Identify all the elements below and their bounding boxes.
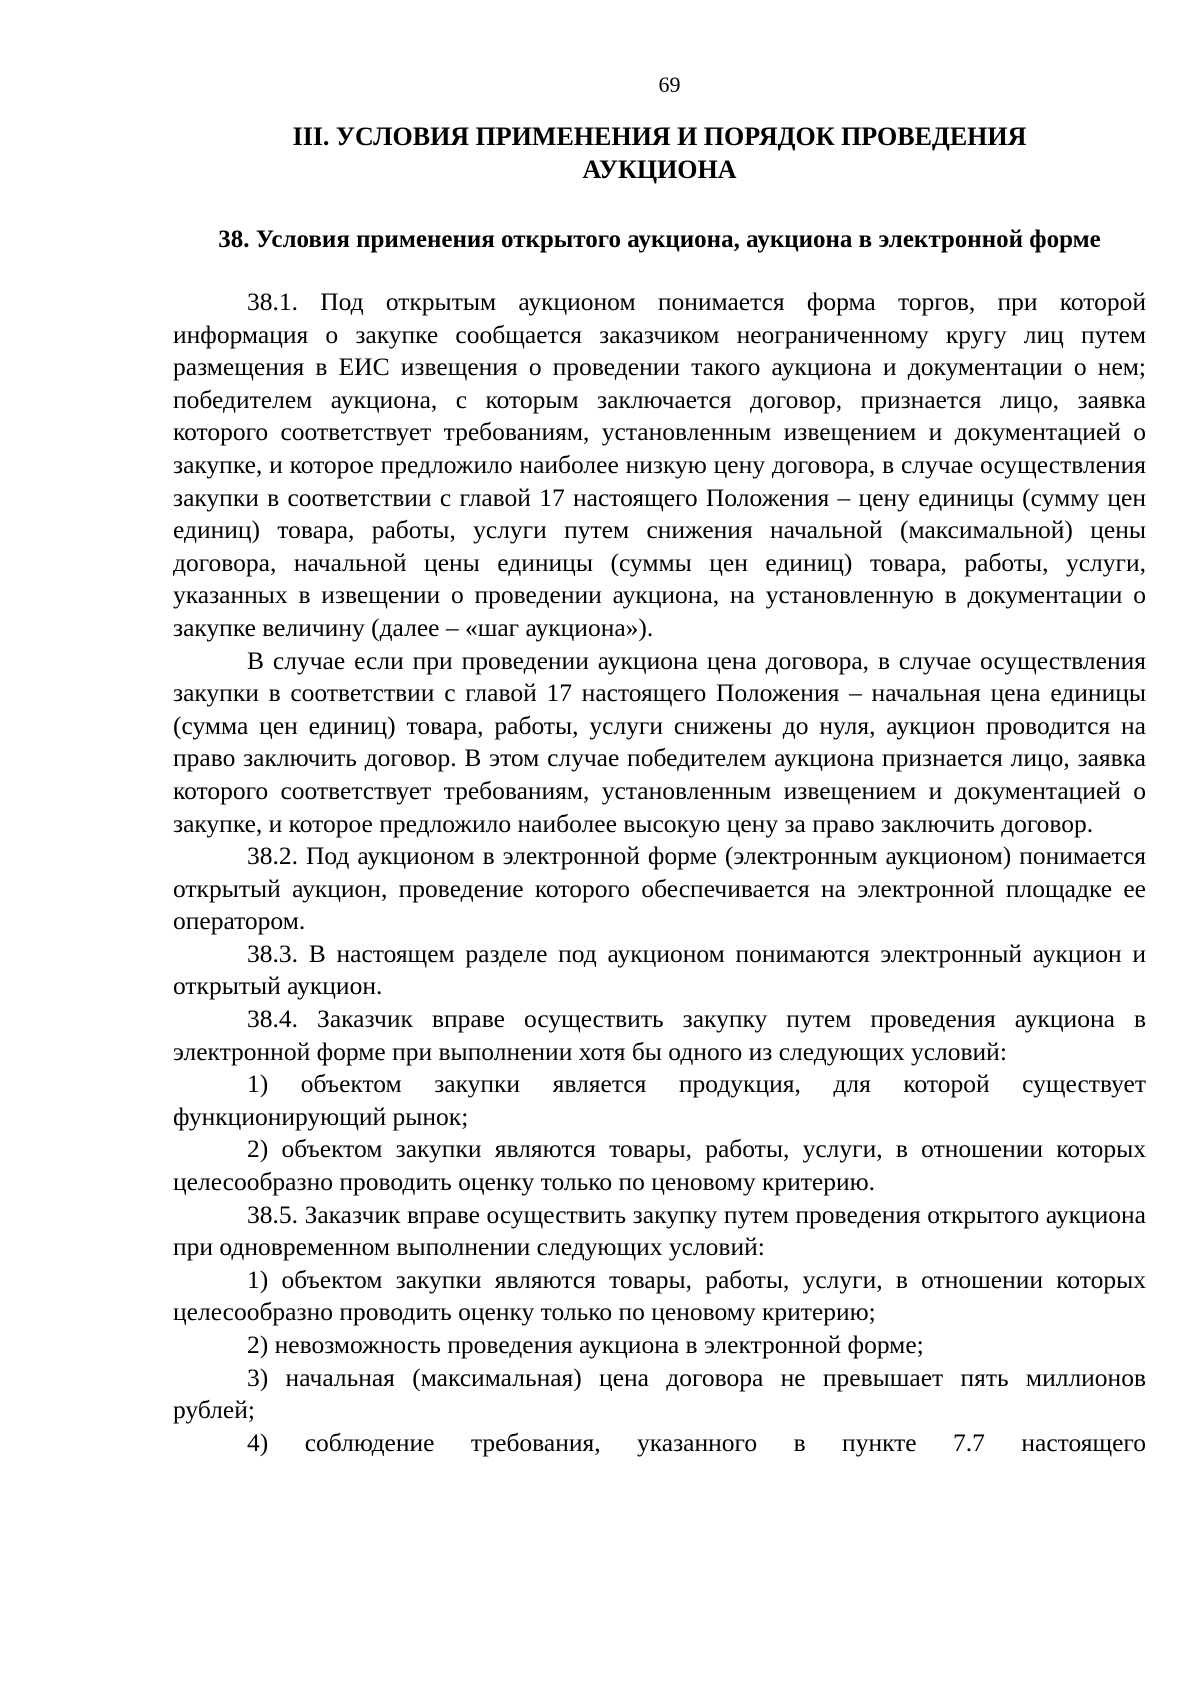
paragraph-38-2: 38.2. Под аукционом в электронной форме (электронным аукционом) понимается открытый аукцион, проведение которого обеспечивается на электронной площадке ее оператором.: [173, 841, 1146, 936]
page-number: 69: [658, 72, 681, 97]
list-item-38-4-1: 1) объектом закупки является продукция, для которой существует функционирующий рынок;: [173, 1069, 1146, 1131]
list-item-38-5-1: 1) объектом закупки являются товары, работы, услуги, в отношении которых целесообразно проводить оценку только по ценовому критерию;: [173, 1264, 1146, 1327]
list-item-38-5-3: 3) начальная (максимальная) цена договора не превышает пять миллионов рублей;: [173, 1362, 1146, 1425]
document-page: [173, 72, 1146, 1459]
list-item-38-4-2: 2) объектом закупки являются товары, работы, услуги, в отношении которых целесообразно проводить оценку только по ценовому критерию.: [173, 1134, 1146, 1197]
paragraph-38-3: 38.3. В настоящем разделе под аукционом понимаются электронный аукцион и открытый аукцион.: [173, 938, 1146, 1001]
list-item-38-5-4: 4) соблюдение требования, указанного в пункте 7.7 настоящего: [247, 1427, 1146, 1457]
paragraph-38-4: 38.4. Заказчик вправе осуществить закупку путем проведения аукциона в электронной форме при выполнении хотя бы одного из следующих условий:: [173, 1004, 1146, 1066]
chapter-title: III. УСЛОВИЯ ПРИМЕНЕНИЯ И ПОРЯДОК ПРОВЕДЕНИЯ АУКЦИОНА: [292, 122, 1027, 184]
paragraph-zero-price: В случае если при проведении аукциона цена договора, в случае осуществления закупки в соответствии с главой 17 настоящего Положения – начальная цена единицы (сумма цен единиц) товара, работы, услуги снижены до нуля, аукцион проводится на право заключить договор. В этом случае победителем аукциона признается лицо, заявка которого соответствует требованиям, установленным извещением и документацией о закупке, и которое предложило наиболее высокую цену за право заключить договор.: [173, 645, 1146, 838]
paragraph-38-5: 38.5. Заказчик вправе осуществить закупку путем проведения открытого аукциона при одновременном выполнении следующих условий:: [173, 1199, 1146, 1262]
section-title: 38. Условия применения открытого аукциона, аукциона в электронной форме: [218, 226, 1101, 253]
list-item-38-5-2: 2) невозможность проведения аукциона в электронной форме;: [247, 1330, 924, 1359]
paragraph-38-1: 38.1. Под открытым аукционом понимается форма торгов, при которой информация о закупке сообщается заказчиком неограниченному кругу лиц путем размещения в ЕИС извещения о проведении такого аукциона и документации о нем; победителем аукциона, с которым заключается договор, признается лицо, заявка которого соответствует требованиям, установленным извещением и документацией о закупке, и которое предложило наиболее низкую цену договора, в случае осуществления закупки в соответствии с главой 17 настоящего Положения – цену единицы (сумму цен единиц) товара, работы, услуги путем снижения начальной (максимальной) цены договора, начальной цены единицы (суммы цен единиц) товара, работы, услуги, указанных в извещении о проведении аукциона, на установленную в документации о закупке величину (далее – «шаг аукциона»).: [173, 287, 1146, 642]
